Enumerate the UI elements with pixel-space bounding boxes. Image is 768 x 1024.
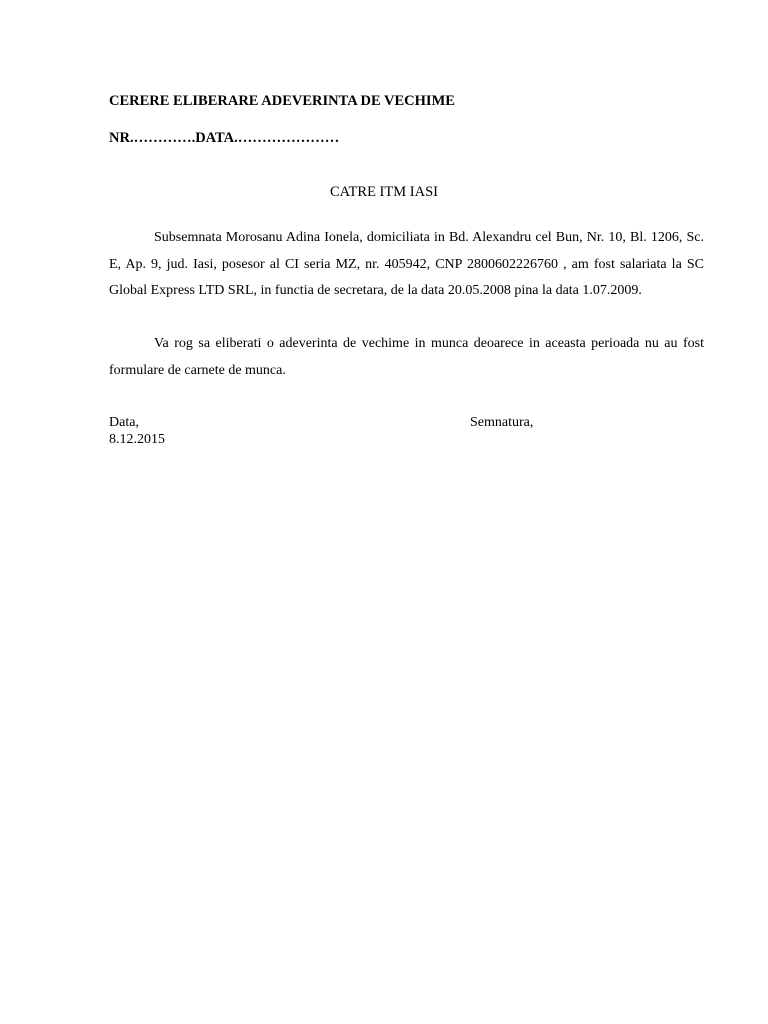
recipient-line: CATRE ITM IASI (330, 184, 438, 200)
date-value: 8.12.2015 (109, 432, 165, 447)
number-date-line: NR.………….DATA.………………… (109, 130, 340, 146)
request-paragraph: Va rog sa eliberati o adeverinta de vechime in munca deoarece in aceasta perioada nu au fost formulare de carnete de munca. (109, 336, 704, 378)
document-title: CERERE ELIBERARE ADEVERINTA DE VECHIME (109, 93, 455, 109)
date-label: Data, (109, 415, 139, 430)
signature-label: Semnatura, (470, 415, 534, 430)
request-paragraph: Subsemnata Morosanu Adina Ionela, domiciliata in Bd. Alexandru cel Bun, Nr. 10, Bl. 1206, Sc. E, Ap. 9, jud. Iasi, posesor al CI seria MZ, nr. 405942, CNP 2800602226760 , am fost salariata la SC Global Express LTD SRL, in functia de secretara, de la data 20.05.2008 pina la data 1.07.2009. (109, 230, 704, 298)
